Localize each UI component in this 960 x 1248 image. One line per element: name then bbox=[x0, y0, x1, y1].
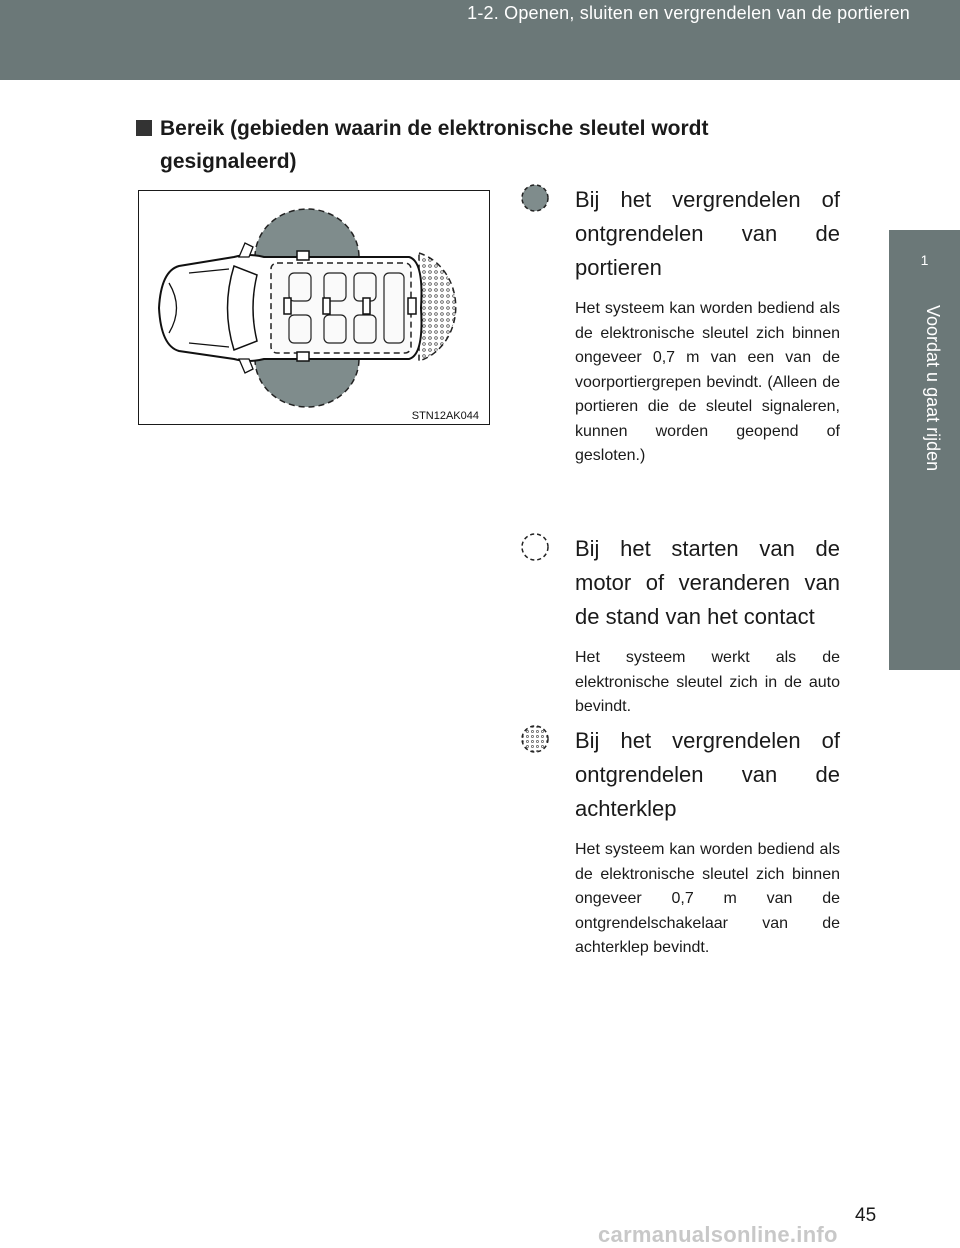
item-door-lock bbox=[520, 183, 840, 469]
figure-code: STN12AK044 bbox=[411, 410, 479, 422]
item-body: Het systeem kan worden bediend als de elektronische sleutel zich binnen ongeveer 0,7 m van de ontgrendelschakelaar van de achterklep bevindt. bbox=[575, 841, 840, 956]
item-back-door bbox=[520, 724, 840, 961]
white-zone-icon bbox=[520, 532, 550, 562]
page-header bbox=[0, 0, 960, 80]
item-title: Bij het starten van de motor of veranderen van de stand van het contact bbox=[575, 536, 840, 629]
heading-line-2: gesignaleerd) bbox=[160, 150, 297, 173]
chapter-number: 1 bbox=[920, 252, 929, 268]
dark-filled-zone-icon bbox=[520, 183, 550, 213]
item-engine-start bbox=[520, 532, 840, 720]
item-title: Bij het vergrendelen of ontgrendelen van de achterklep bbox=[575, 728, 840, 821]
page-number: 45 bbox=[855, 1205, 877, 1226]
item-body: Het systeem kan worden bediend als de elektronische sleutel zich binnen ongeveer 0,7 m van een van de voorportiergrepen bevindt. (Alleen de portieren die de sleutel signaleren, kunnen worden geopend of gesloten.) bbox=[575, 300, 840, 464]
bullet-square-icon bbox=[136, 120, 152, 136]
rear-hatch-zone bbox=[419, 253, 456, 361]
front-lower-zone bbox=[255, 359, 359, 407]
cabin-zone bbox=[271, 263, 411, 353]
section-title: 1-2. Openen, sluiten en vergrendelen van de portieren bbox=[467, 3, 910, 23]
dotted-zone-icon bbox=[520, 724, 550, 754]
front-upper-zone bbox=[255, 209, 359, 257]
item-title: Bij het vergrendelen of ontgrendelen van de portieren bbox=[575, 187, 840, 280]
section-heading bbox=[136, 112, 836, 178]
car-top-view-diagram bbox=[139, 191, 491, 426]
chapter-label: Voordat u gaat rijden bbox=[923, 305, 943, 472]
watermark: carmanualsonline.info bbox=[598, 1222, 838, 1247]
windshield bbox=[228, 266, 258, 350]
item-body: Het systeem werkt als de elektronische sleutel zich in de auto bevindt. bbox=[575, 649, 840, 715]
heading-line-1: Bereik (gebieden waarin de elektronische sleutel wordt bbox=[160, 117, 709, 140]
detection-range-figure bbox=[138, 190, 490, 425]
chapter-tab bbox=[889, 80, 960, 1247]
